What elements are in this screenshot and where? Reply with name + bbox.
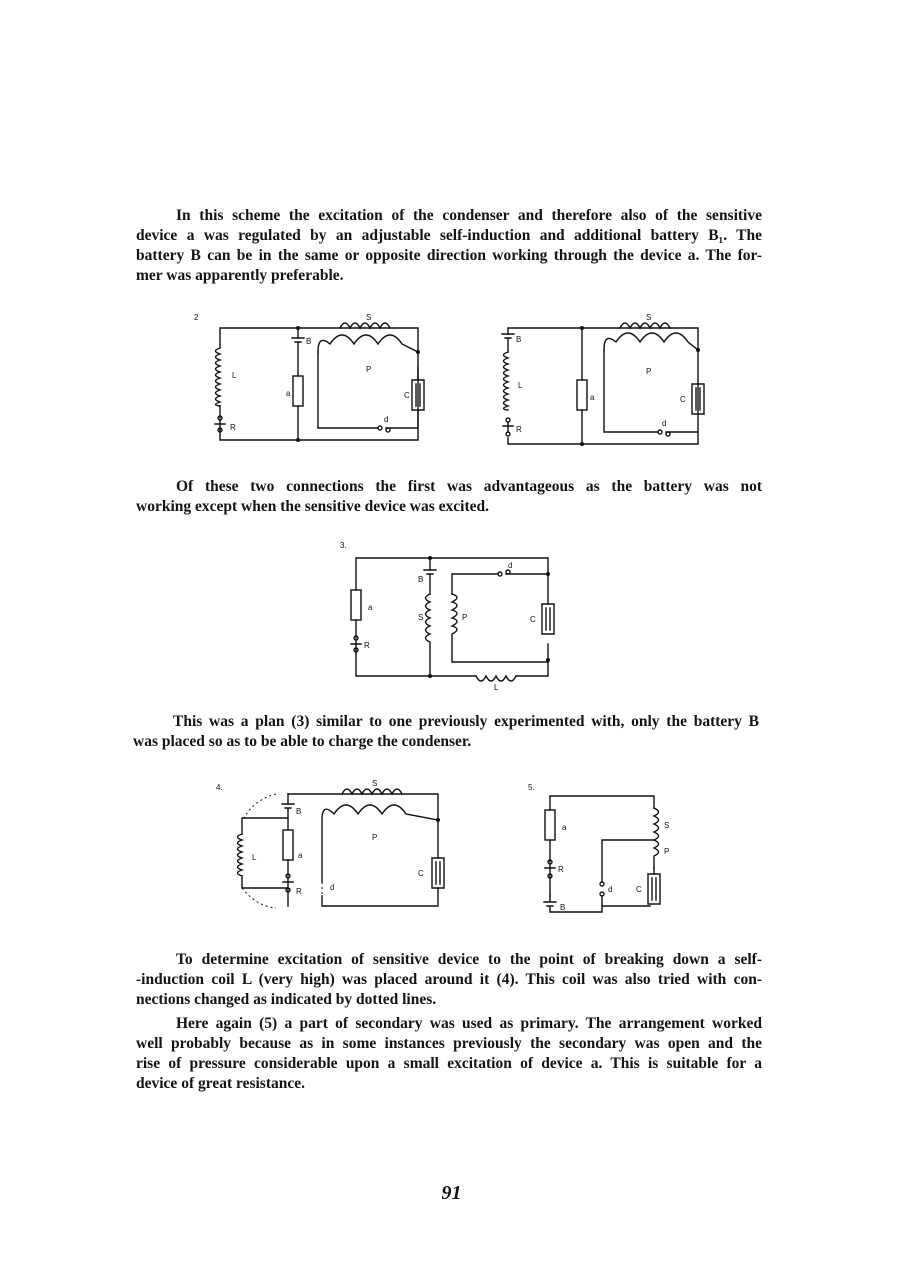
label-C: C (418, 869, 424, 878)
label-P: P (372, 833, 378, 842)
label-d: d (608, 885, 613, 894)
label-L: L (518, 381, 523, 390)
label-P: P (664, 847, 670, 856)
label-d: d (508, 561, 513, 570)
label-B: B (296, 807, 302, 816)
paragraph-line: mer was apparently preferable. (136, 267, 344, 284)
figure-3-circuit (336, 538, 576, 692)
label-a: a (590, 393, 595, 402)
paragraph-line: device of great resistance. (136, 1075, 306, 1092)
label-B: B (560, 903, 566, 912)
paragraph-line: battery B can be in the same or opposite direction working through the device a. The for- (136, 247, 762, 264)
paragraph-line: To determine excitation of sensitive device to the point of breaking down a self- (176, 951, 762, 968)
figure-number: 2 (194, 313, 199, 322)
paragraph-5 (136, 1014, 762, 1094)
figure-4-circuit (212, 778, 462, 928)
label-L: L (252, 853, 257, 862)
label-a: a (298, 851, 303, 860)
label-S: S (366, 313, 372, 322)
figure-number: 3. (340, 541, 347, 550)
label-S: S (646, 313, 652, 322)
label-L: L (494, 683, 499, 692)
label-L: L (232, 371, 237, 380)
label-B: B (306, 337, 312, 346)
paragraph-line: Of these two connections the first was advantageous as the battery was not (176, 478, 762, 495)
label-C: C (680, 395, 686, 404)
label-a: a (562, 823, 567, 832)
paragraph-line: well probably because as in some instances previously the secondary was open and the (136, 1035, 762, 1052)
paragraph-3 (133, 712, 759, 752)
figure-5-circuit (520, 778, 700, 928)
paragraph-line: rise of pressure considerable upon a small excitation of device a. This is suitable for a (136, 1055, 762, 1072)
figure-number: 5. (528, 783, 535, 792)
label-P: P (646, 367, 652, 376)
paragraph-line: -induction coil L (very high) was placed around it (4). This coil was also tried with con- (136, 971, 762, 988)
paragraph-2 (136, 477, 762, 517)
label-S: S (664, 821, 670, 830)
label-d: d (384, 415, 389, 424)
label-S: S (372, 779, 378, 788)
label-B: B (418, 575, 424, 584)
paragraph-1 (136, 206, 762, 286)
page-number: 91 (441, 1182, 462, 1204)
paragraph-line: was placed so as to be able to charge the condenser. (133, 733, 472, 750)
label-R: R (364, 641, 370, 650)
label-d: d (662, 419, 667, 428)
label-C: C (404, 391, 410, 400)
paragraph-line: working except when the sensitive device was excited. (136, 498, 490, 515)
label-R: R (516, 425, 522, 434)
label-R: R (296, 887, 302, 896)
label-C: C (636, 885, 642, 894)
paragraph-line: Here again (5) a part of secondary was used as primary. The arrangement worked (176, 1015, 762, 1032)
label-R: R (558, 865, 564, 874)
label-a: a (286, 389, 291, 398)
label-C: C (530, 615, 536, 624)
figure-2-circuit-right (490, 308, 720, 458)
label-S: S (418, 613, 424, 622)
paragraph-line: device a was regulated by an adjustable self-induction and additional battery B₁. The (136, 227, 762, 244)
label-B: B (516, 335, 522, 344)
label-d: d (330, 883, 335, 892)
figure-number: 4. (216, 783, 223, 792)
label-P: P (462, 613, 468, 622)
figure-2-circuit-left (190, 308, 440, 458)
label-R: R (230, 423, 236, 432)
paragraph-line: nections changed as indicated by dotted lines. (136, 991, 437, 1008)
paragraph-line: This was a plan (3) similar to one previously experimented with, only the battery B (173, 713, 759, 730)
label-a: a (368, 603, 373, 612)
paragraph-line: In this scheme the excitation of the condenser and therefore also of the sensitive (176, 207, 762, 224)
label-P: P (366, 365, 372, 374)
paragraph-4 (136, 950, 762, 1010)
